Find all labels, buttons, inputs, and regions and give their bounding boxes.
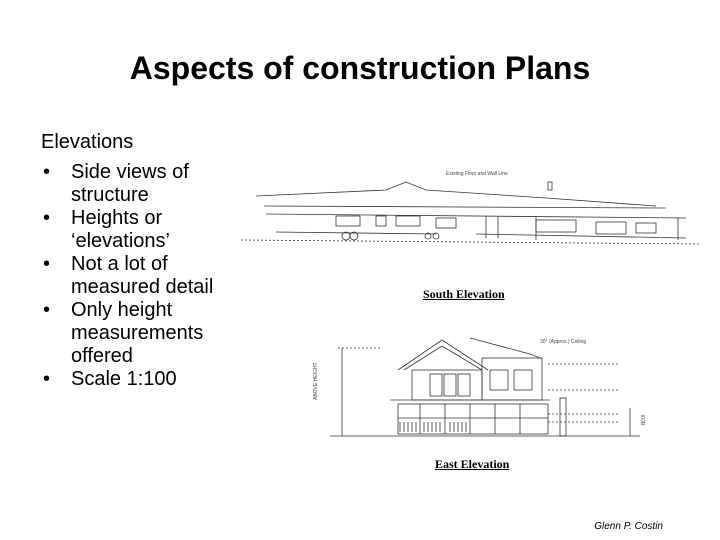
east-elevation-right-label: BOX (641, 414, 647, 425)
author-credit: Glenn P. Costin (594, 521, 663, 532)
east-elevation-caption: East Elevation (435, 457, 510, 471)
bullet-list (41, 161, 251, 391)
section-heading: Elevations (41, 131, 134, 153)
bullet-item: • Not a lot of measured detail (41, 253, 251, 299)
east-elevation-roof-note: 30° (Approx.) Ceiling (540, 339, 587, 345)
bullet-item: • Scale 1:100 (41, 368, 251, 391)
slide-title: Aspects of construction Plans (129, 50, 591, 86)
south-elevation-drawing (236, 168, 700, 248)
bullet-item: • Heights or ‘elevations’ (41, 207, 251, 253)
south-elevation-note: Existing Floor and Wall Line (446, 171, 508, 177)
east-elevation-drawing (320, 318, 650, 448)
bullet-item: • Side views of structure (41, 161, 251, 207)
south-elevation-caption: South Elevation (423, 287, 505, 301)
bullet-item: • Only height measurements offered (41, 299, 251, 368)
east-elevation-side-label: ABOVE HEIGHT (313, 362, 319, 400)
